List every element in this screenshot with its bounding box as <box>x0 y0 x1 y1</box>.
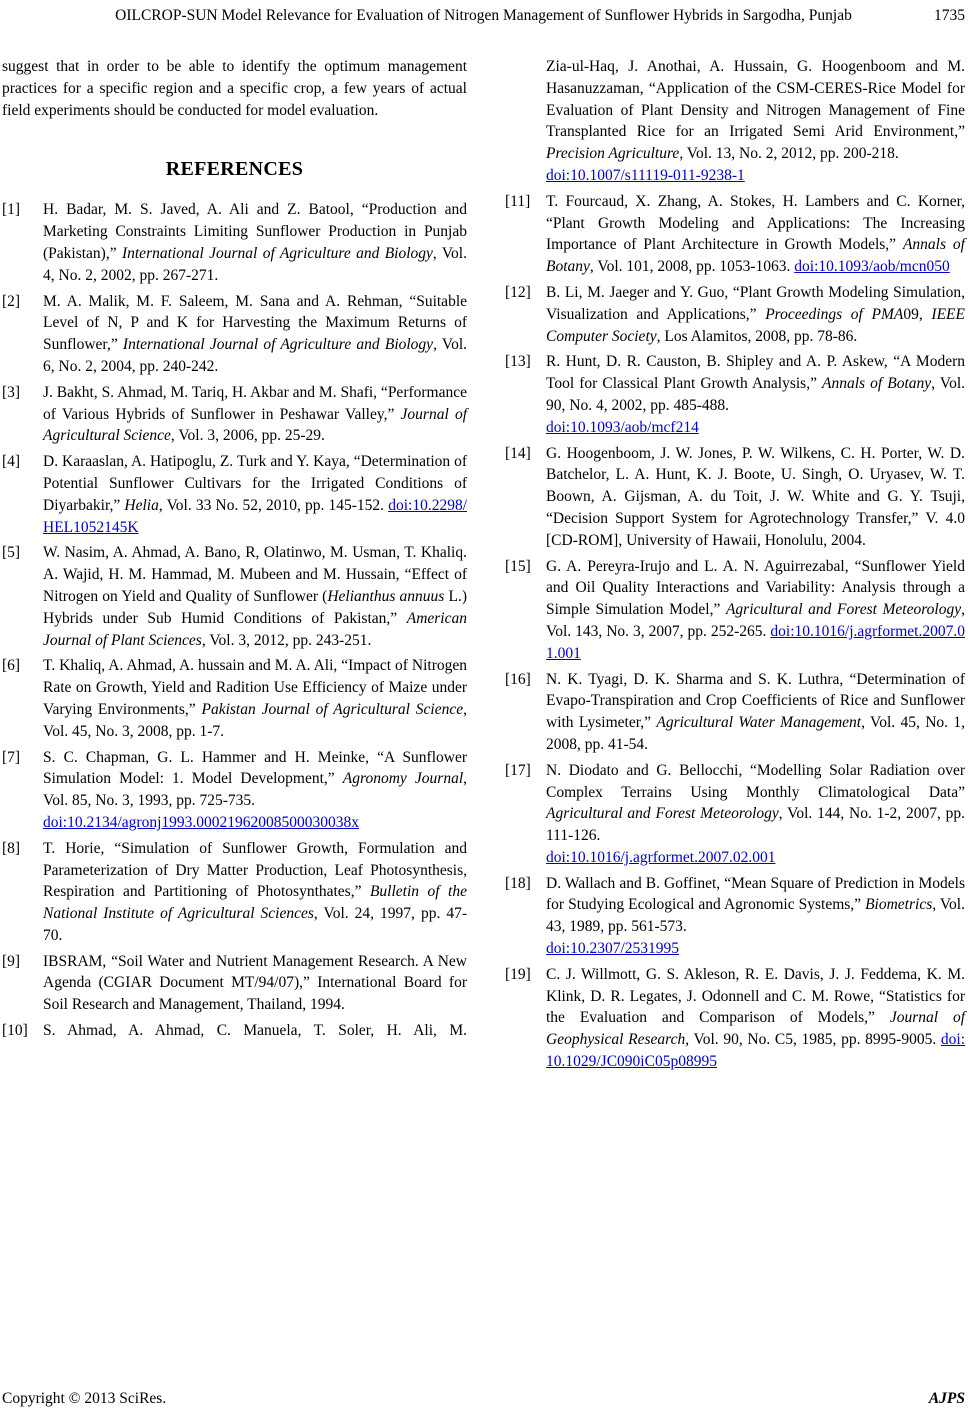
journal-name: Journal of Agricultural Science <box>43 405 468 445</box>
doi-link[interactable]: doi:10.2134/agronj1993.00021962008500030038x <box>43 813 360 831</box>
reference-text <box>43 451 467 538</box>
reference-number: [18] <box>505 874 531 892</box>
journal-name: Precision Agriculture <box>546 145 680 163</box>
journal-name: Helia <box>124 496 159 514</box>
reference-number: [14] <box>505 444 531 462</box>
reference-text <box>546 282 965 347</box>
page-footer <box>2 1389 965 1409</box>
journal-name: Bulletin of the National Institute of Agricultural Sciences <box>43 883 467 923</box>
doi-link[interactable]: doi:10.1093/aob/mcn050 <box>794 258 950 276</box>
reference-item <box>2 382 467 447</box>
reference-text <box>43 1020 467 1042</box>
reference-text-segment: , Los Alamitos, 2008, pp. 78-86. <box>656 327 858 345</box>
reference-text-segment: D. Karaaslan, A. Hatipoglu, Z. Turk and Y. Kaya, “Determination of Potential Sunflower Cultivars for the Irrigated Conditions of Diyarbakir,” <box>43 453 467 514</box>
reference-text-segment: T. Horie, “Simulation of Sunflower Growth, Formulation and Parameterization of Dry Matter Production, Leaf Photosynthesis, Respiration and Partitioning of Photosynthates,” <box>43 839 467 901</box>
page-body <box>2 56 965 1077</box>
journal-name: Proceedings of PMA <box>765 305 904 323</box>
reference-item <box>505 351 965 438</box>
journal-name: American Journal of Plant Sciences <box>43 609 467 649</box>
reference-text <box>43 291 467 378</box>
journal-name: International Journal of Agriculture and Biology <box>121 244 433 262</box>
reference-text-segment: J. Bakht, S. Ahmad, M. Tariq, H. Akbar and M. Shafi, “Performance of Various Hybrids of Sunflower in Peshawar Valley,” <box>43 383 467 423</box>
reference-number: [16] <box>505 670 531 688</box>
reference-text-segment: B. Li, M. Jaeger and Y. Guo, “Plant Growth Modeling Simulation, Visualization and Applications,” <box>546 283 965 323</box>
reference-item <box>2 838 467 947</box>
reference-text-segment: S. Ahmad, A. Ahmad, C. Manuela, T. Soler, H. Ali, M. <box>43 1022 467 1040</box>
reference-item <box>505 282 965 347</box>
reference-item <box>505 760 965 869</box>
reference-item <box>2 747 467 834</box>
reference-text-segment: , Vol. 24, 1997, pp. 47-70. <box>43 905 468 944</box>
reference-text-segment: 09, <box>903 305 932 323</box>
reference-text-segment: H. Badar, M. S. Javed, A. Ali and Z. Batool, “Production and Marketing Constraints Limiting Sunflower Production in Punjab (Pakistan),” <box>43 201 467 262</box>
reference-text <box>43 951 467 1016</box>
reference-text-segment: , Vol. 143, No. 3, 2007, pp. 252-265. <box>546 601 965 640</box>
reference-number: [15] <box>505 557 531 575</box>
reference-item <box>2 655 467 742</box>
reference-text-segment: , Vol. 43, 1989, pp. 561-573. <box>546 896 965 936</box>
reference-number: [17] <box>505 761 531 779</box>
reference-text <box>546 669 965 756</box>
journal-name: Agricultural Water Management <box>656 714 862 732</box>
reference-item <box>2 451 467 538</box>
journal-name: International Journal of Agriculture and Biology <box>122 336 434 354</box>
running-header <box>2 5 965 27</box>
reference-text <box>43 747 467 834</box>
reference-number: [4] <box>2 453 21 471</box>
references-list-right <box>505 191 965 1073</box>
journal-name: Annals of Botany <box>822 375 932 393</box>
running-title: OILCROP-SUN Model Relevance for Evaluation of Nitrogen Management of Sunflower Hybrids in Sargodha, Punjab <box>115 7 852 24</box>
journal-name: Agronomy Journal <box>342 770 464 788</box>
reference-text-segment: S. C. Chapman, G. L. Hammer and H. Meinke, “A Sunflower Simulation Model: 1. Model Development,” <box>43 748 467 788</box>
reference-text <box>43 542 467 651</box>
reference-text-segment: , Vol. 144, No. 1-2, 2007, pp. 111-126. <box>546 805 965 845</box>
reference-text <box>43 199 467 286</box>
reference-text-segment: Zia-ul-Haq, J. Anothai, A. Hussain, G. Hoogenboom and M. Hasanuzzaman, “Application of the CSM-CERES-Rice Model for Evaluation of Plant Density and Nitrogen Management of Fine Transplanted Rice for an Irrigated Semi Arid Environment,” <box>546 58 965 141</box>
reference-item <box>2 1020 467 1042</box>
reference-text-segment: , Vol. 90, No. C5, 1985, pp. 8995-9005. <box>685 1031 941 1049</box>
reference-text-segment: , Vol. 45, No. 1, 2008, pp. 41-54. <box>546 714 965 753</box>
journal-name: Agricultural and Forest Meteorology <box>725 601 962 619</box>
reference-item <box>505 964 965 1073</box>
reference-text-segment: , Vol. 4, No. 2, 2002, pp. 267-271. <box>43 244 467 284</box>
reference-number: [5] <box>2 544 21 562</box>
reference-text-segment: W. Nasim, A. Ahmad, A. Bano, R, Olatinwo, M. Usman, T. Khaliq. A. Wajid, H. M. Hammad, M. Mubeen and M. Hussain, “Effect of Nitrogen on Yield and Quality of Sunflower ( <box>43 544 467 605</box>
reference-text <box>546 873 965 960</box>
doi-link[interactable]: doi:10.1093/aob/mcf214 <box>546 418 699 436</box>
reference-number: [6] <box>2 657 21 675</box>
reference-item <box>2 199 467 286</box>
reference-text-segment: , Vol. 90, No. 4, 2002, pp. 485-488. <box>546 375 965 414</box>
reference-text <box>546 760 965 869</box>
reference-text-segment: D. Wallach and B. Goffinet, “Mean Square of Prediction in Models for Studying Ecological and Agronomic Systems,” <box>546 874 965 914</box>
reference-text-segment: T. Khaliq, A. Ahmad, A. hussain and M. A. Ali, “Impact of Nitrogen Rate on Growth, Yield and Radition Use Efficiency of Maize under Varying Environments,” <box>43 657 467 718</box>
reference-item <box>505 669 965 756</box>
copyright-notice: Copyright © 2013 SciRes. <box>2 1390 167 1407</box>
journal-abbreviation: AJPS <box>928 1390 965 1407</box>
reference-number: [11] <box>505 192 531 210</box>
references-heading: REFERENCES <box>165 158 304 181</box>
page-number: 1735 <box>934 7 965 24</box>
reference-text <box>546 443 965 552</box>
reference-text <box>546 351 965 438</box>
reference-number: [12] <box>505 283 531 301</box>
reference-number: [8] <box>2 839 21 857</box>
reference-number: [13] <box>505 353 531 371</box>
reference-text-segment: , Vol. 3, 2006, pp. 25-29. <box>170 427 325 445</box>
reference-text-segment: G. A. Pereyra-Irujo and L. A. N. Aguirrezabal, “Sunflower Yield and Oil Quality Interactions and Variability: Analysis through a Simple Simulation Model,” <box>546 557 965 619</box>
doi-link[interactable]: doi:10.1029/JC090iC05p08995 <box>546 1031 966 1071</box>
reference-number: [3] <box>2 383 21 401</box>
reference-text-segment: IBSRAM, “Soil Water and Nutrient Management Research. A New Agenda (CGIAR Document MT/94/07),” International Board for Soil Research and Management, Thailand, 1994. <box>43 952 467 1014</box>
reference-text-segment: L.) Hybrids under Sub Humid Conditions of Pakistan,” <box>43 587 467 627</box>
journal-name: Annals of Botany <box>546 236 965 276</box>
reference-text <box>546 964 965 1073</box>
reference-text-segment: N. K. Tyagi, D. K. Sharma and S. K. Luthra, “Determination of Evapo-Transpiration and Crop Coefficients of Rice and Sunflower with Lysimeter,” <box>546 670 965 732</box>
reference-text <box>546 556 965 665</box>
reference-text-segment: R. Hunt, D. R. Causton, B. Shipley and A. P. Askew, “A Modern Tool for Classical Plant Growth Analysis,” <box>546 353 965 393</box>
doi-link[interactable]: doi:10.1016/j.agrformet.2007.01.001 <box>546 622 965 662</box>
reference-10-continuation <box>546 56 965 187</box>
reference-text-segment: T. Fourcaud, X. Zhang, A. Stokes, H. Lambers and C. Korner, “Plant Growth Modeling and Applications: The Increasing Importance of Plant Architecture in Growth Models,” <box>546 192 965 254</box>
reference-text-segment: , Vol. 13, No. 2, 2012, pp. 200-218. <box>679 145 899 163</box>
reference-item <box>505 873 965 960</box>
reference-text <box>43 838 467 947</box>
reference-item <box>2 951 467 1016</box>
reference-text-segment: , Vol. 45, No. 3, 2008, pp. 1-7. <box>43 700 467 740</box>
references-list-left <box>2 199 467 1041</box>
reference-number: [7] <box>2 748 21 766</box>
reference-number: [1] <box>2 201 21 219</box>
reference-item <box>2 291 467 378</box>
reference-text-segment: , Vol. 101, 2008, pp. 1053-1063. <box>589 258 795 276</box>
reference-number: [9] <box>2 952 21 970</box>
journal-name: Biometrics <box>865 896 933 914</box>
journal-name: Pakistan Journal of Agricultural Science <box>201 700 464 718</box>
reference-text-segment: , Vol. 3, 2012, pp. 243-251. <box>201 631 372 649</box>
reference-item <box>505 443 965 552</box>
reference-item <box>2 542 467 651</box>
doi-link[interactable]: doi:10.1016/j.agrformet.2007.02.001 <box>546 848 776 866</box>
reference-text <box>546 191 965 278</box>
journal-name: IEEE Computer Society <box>546 305 965 345</box>
doi-link[interactable]: doi:10.2298/HEL1052145K <box>43 496 467 536</box>
right-column <box>505 56 965 1077</box>
journal-name: Helianthus annuus <box>327 587 445 605</box>
reference-text-segment: , Vol. 85, No. 3, 1993, pp. 725-735. <box>43 770 467 810</box>
intro-paragraph: suggest that in order to be able to identify the optimum management practices for a specific region and a specific crop, a few years of actual field experiments should be conducted for model evaluation. <box>2 58 467 119</box>
journal-name: Agricultural and Forest Meteorology <box>546 805 779 823</box>
reference-item <box>505 556 965 665</box>
reference-text-segment: M. A. Malik, M. F. Saleem, M. Sana and A. Rehman, “Suitable Level of N, P and K for Harvesting the Maximum Returns of Sunflower,” <box>43 292 467 354</box>
reference-item <box>505 191 965 278</box>
reference-text-segment: N. Diodato and G. Bellocchi, “Modelling Solar Radiation over Complex Terrains Using Monthly Climatological Data” <box>546 761 965 801</box>
reference-number: [10] <box>2 1022 28 1040</box>
reference-text-segment: , Vol. 33 No. 52, 2010, pp. 145-152. <box>158 496 389 514</box>
doi-link[interactable]: doi:10.2307/2531995 <box>546 940 680 958</box>
reference-text-segment: , Vol. 6, No. 2, 2004, pp. 240-242. <box>43 336 468 375</box>
doi-link[interactable]: doi:10.1007/s11119-011-9238-1 <box>546 166 745 184</box>
reference-number: [19] <box>505 965 531 983</box>
reference-text-segment: G. Hoogenboom, J. W. Jones, P. W. Wilkens, C. H. Porter, W. D. Batchelor, L. A. Hunt, K. J. Boote, U. Singh, O. Uryasev, W. T. Boown, A. Gijsman, A. du Toit, J. W. White and G. Y. Tsuji, “Decision Support System for Agrotechnology Transfer,” V. 4.0 [CD-ROM], University of Hawaii, Honolulu, 2004. <box>546 444 965 549</box>
journal-name: Journal of Geophysical Research <box>546 1009 966 1049</box>
reference-text <box>43 382 467 447</box>
reference-text-segment: C. J. Willmott, G. S. Akleson, R. E. Davis, J. J. Feddema, K. M. Klink, D. R. Legates, J. Odonnell and C. M. Rowe, “Statistics for the Evaluation and Comparison of Models,” <box>546 965 965 1027</box>
left-column <box>2 56 467 1077</box>
reference-number: [2] <box>2 292 21 310</box>
reference-text <box>43 655 467 742</box>
